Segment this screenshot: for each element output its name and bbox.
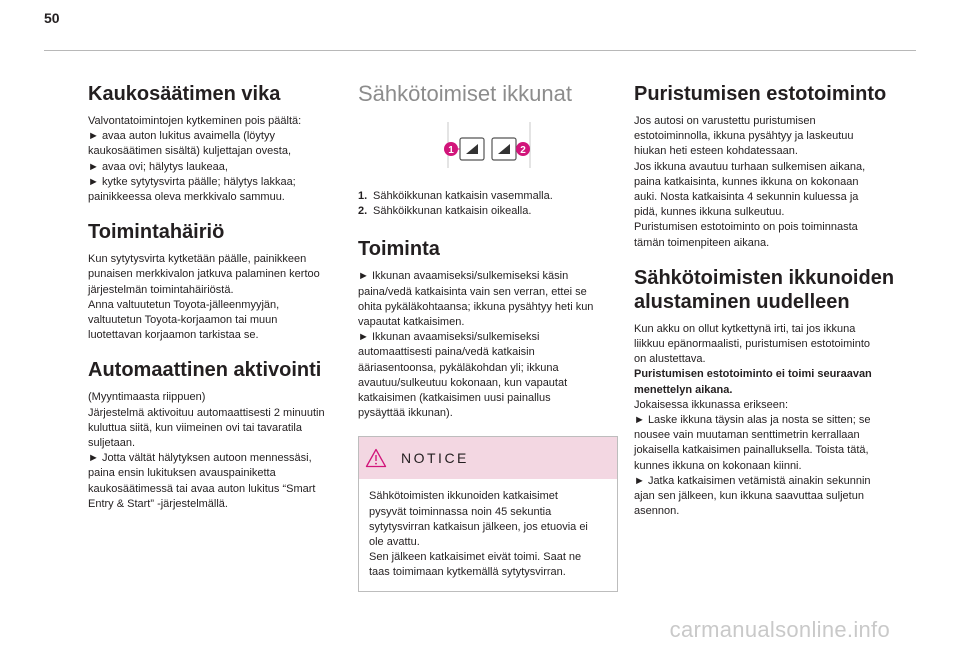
text-line: estotoiminnolla, ikkuna pysähtyy ja laskeutuu bbox=[634, 130, 854, 143]
text-line: kaukosäätimessä tai avaa auton lukitus “Smart bbox=[88, 482, 316, 495]
list-item bbox=[358, 189, 618, 204]
text-line: Kun sytytysvirta kytketään päälle, painikkeen bbox=[88, 253, 307, 266]
text-line: kaukosäätimen sisältä) kuljettajan ovesta, bbox=[88, 145, 291, 158]
text-line: ohita pykäläkohtaansa; ikkuna pysähtyy heti kun bbox=[358, 300, 594, 313]
text-line: kunnes ikkuna on kokonaan kiinni. bbox=[634, 459, 802, 472]
heading-line: Sähkötoimisten ikkunoiden bbox=[634, 266, 895, 289]
text-line: paina/vedä katkaisinta vain sen verran, ettei se bbox=[358, 285, 587, 298]
notice-body bbox=[359, 479, 617, 590]
bold-text-line: Puristumisen estotoiminto ei toimi seuraavan bbox=[634, 368, 872, 381]
numbered-list bbox=[358, 189, 618, 219]
text-line: auki. Nosta katkaisinta 4 sekunnin kuluessa ja bbox=[634, 191, 859, 204]
text-line: Entry & Start” -järjestelmällä. bbox=[88, 497, 228, 510]
column-left bbox=[88, 82, 342, 527]
window-switches-figure bbox=[442, 116, 618, 177]
text-line: taas toimimaan kytkemällä sytytysvirran. bbox=[369, 566, 566, 579]
text-line: ääriasentoonsa, pykäläkohdan yli; ikkuna bbox=[358, 361, 559, 374]
heading-operation: Toiminta bbox=[358, 238, 440, 261]
heading-auto-activation: Automaattinen aktivointi bbox=[88, 359, 322, 382]
header-rule bbox=[44, 50, 916, 51]
paragraph-anti-pinch bbox=[634, 114, 896, 251]
heading-anti-pinch: Puristumisen estotoiminto bbox=[634, 83, 887, 105]
heading-window-reinit bbox=[634, 266, 896, 314]
text-line: painikkeessa oleva merkkivalo sammuu. bbox=[88, 191, 285, 204]
text-line: paina ensin lukituksen avauspainiketta bbox=[88, 467, 276, 480]
text-line: avautuu/sulkeutuu kokonaan, kun vapautat bbox=[358, 376, 568, 389]
paragraph-operation bbox=[358, 269, 618, 421]
text-line: ► Jotta vältät hälytyksen autoon mennessäsi, bbox=[88, 452, 312, 465]
text-line: punaisen merkkivalon jatkuva palaminen kertoo bbox=[88, 268, 320, 281]
text-line: pysyvät toiminnassa noin 45 sekuntia bbox=[369, 505, 552, 518]
watermark-text: carmanualsonline.info bbox=[669, 617, 890, 642]
warning-triangle-icon bbox=[365, 448, 387, 468]
text-line: ► avaa auton lukitus avaimella (löytyy bbox=[88, 130, 275, 143]
notice-title: NOTICE bbox=[401, 450, 469, 467]
text-line: asennon. bbox=[634, 505, 680, 518]
text-line: paina katkaisinta, kunnes ikkuna on kokonaan bbox=[634, 175, 859, 188]
text-line: ► Jatka katkaisimen vetämistä ainakin sekunnin bbox=[634, 474, 871, 487]
paragraph-malfunction bbox=[88, 252, 342, 343]
text-line: ► Ikkunan avaamiseksi/sulkemiseksi käsin bbox=[358, 270, 569, 283]
text-line: ► avaa ovi; hälytys laukeaa, bbox=[88, 160, 228, 173]
text-line: ► kytke sytytysvirta päälle; hälytys lakkaa; bbox=[88, 175, 296, 188]
heading-malfunction: Toimintahäiriö bbox=[88, 221, 225, 244]
text-line: Jos autosi on varustettu puristumisen bbox=[634, 115, 816, 127]
text-line: liikkuu epänormaalisti, puristumisen estotoiminto bbox=[634, 338, 870, 351]
text-line: luotettavan korjaamon tarkistaa se. bbox=[88, 329, 259, 342]
notice-header bbox=[359, 437, 617, 479]
window-switch-icon bbox=[442, 116, 532, 172]
list-item bbox=[358, 204, 618, 219]
text-line: sytytysvirran katkaisun jälkeen, jos etuovia ei bbox=[369, 520, 588, 533]
text-line: valtuutetun Toyota-korjaamon tai muun bbox=[88, 314, 278, 327]
notice-box bbox=[358, 436, 618, 591]
list-text: Sähköikkunan katkaisin oikealla. bbox=[373, 205, 532, 218]
paragraph-remote-fault bbox=[88, 114, 342, 205]
list-number: 2. bbox=[358, 205, 368, 218]
text-line: vapautat katkaisimen. bbox=[358, 316, 465, 329]
text-line: Jokaisessa ikkunassa erikseen: bbox=[634, 398, 789, 411]
list-text: Sähköikkunan katkaisin vasemmalla. bbox=[373, 190, 553, 202]
bold-text-line: menettelyn aikana. bbox=[634, 383, 733, 396]
text-line: on alustettava. bbox=[634, 353, 706, 366]
text-line: pysäyttää ikkunan). bbox=[358, 407, 453, 420]
text-line: ole avattu. bbox=[369, 536, 420, 549]
text-line: kuluttua siitä, kun viimeinen ovi tai tavaratila bbox=[88, 421, 302, 434]
column-right bbox=[634, 82, 896, 534]
text-line: (Myyntimaasta riippuen) bbox=[88, 391, 206, 404]
badge-1-label: 1 bbox=[448, 145, 454, 156]
text-line: Puristumisen estotoiminto on pois toiminnasta bbox=[634, 221, 858, 234]
text-line: Sen jälkeen katkaisimet eivät toimi. Saat ne bbox=[369, 551, 582, 564]
text-line: Jos ikkuna avautuu turhaan sulkemisen aikana, bbox=[634, 160, 866, 173]
text-line: Kun akku on ollut kytkettynä irti, tai jos ikkuna bbox=[634, 322, 856, 335]
text-line: järjestelmän toimintahäiriöstä. bbox=[88, 283, 234, 296]
text-line: ajan sen jälkeen, kun ikkuna saavuttaa suljetun bbox=[634, 490, 864, 503]
text-line: Anna valtuutetun Toyota-jälleenmyyjän, bbox=[88, 298, 280, 311]
badge-2-label: 2 bbox=[520, 145, 526, 156]
column-middle bbox=[358, 82, 618, 592]
paragraph-auto-activation bbox=[88, 390, 342, 512]
text-line: ► Laske ikkuna täysin alas ja nosta se sitten; se bbox=[634, 414, 871, 427]
text-line: katkaisimen (katkaisimen uusi painallus bbox=[358, 392, 551, 405]
heading-line: alustaminen uudelleen bbox=[634, 290, 850, 313]
page-number: 50 bbox=[44, 10, 60, 26]
paragraph-window-reinit bbox=[634, 322, 896, 520]
text-line: Valvontatoimintojen kytkeminen pois päältä: bbox=[88, 115, 302, 127]
text-line: pidä, kunnes ikkuna sulkeutuu. bbox=[634, 206, 785, 219]
text-line: tämän toimenpiteen aikana. bbox=[634, 236, 770, 249]
text-line: nousee vain muutaman senttimetrin kerrallaan bbox=[634, 429, 860, 442]
heading-electric-windows: Sähkötoimiset ikkunat bbox=[358, 81, 572, 106]
text-line: jokaisella katkaisimen painalluksella. Toista tätä, bbox=[634, 444, 869, 457]
text-line: Sähkötoimisten ikkunoiden katkaisimet bbox=[369, 490, 558, 503]
list-number: 1. bbox=[358, 190, 368, 202]
text-line: Järjestelmä aktivoituu automaattisesti 2 minuutin bbox=[88, 406, 325, 419]
text-line: suljetaan. bbox=[88, 437, 136, 450]
text-line: hiukan heti esteen kohdatessaan. bbox=[634, 145, 798, 158]
text-line: automaattisesti paina/vedä katkaisin bbox=[358, 346, 535, 359]
heading-remote-fault: Kaukosäätimen vika bbox=[88, 83, 281, 105]
text-line: ► Ikkunan avaamiseksi/sulkemiseksi bbox=[358, 331, 540, 344]
